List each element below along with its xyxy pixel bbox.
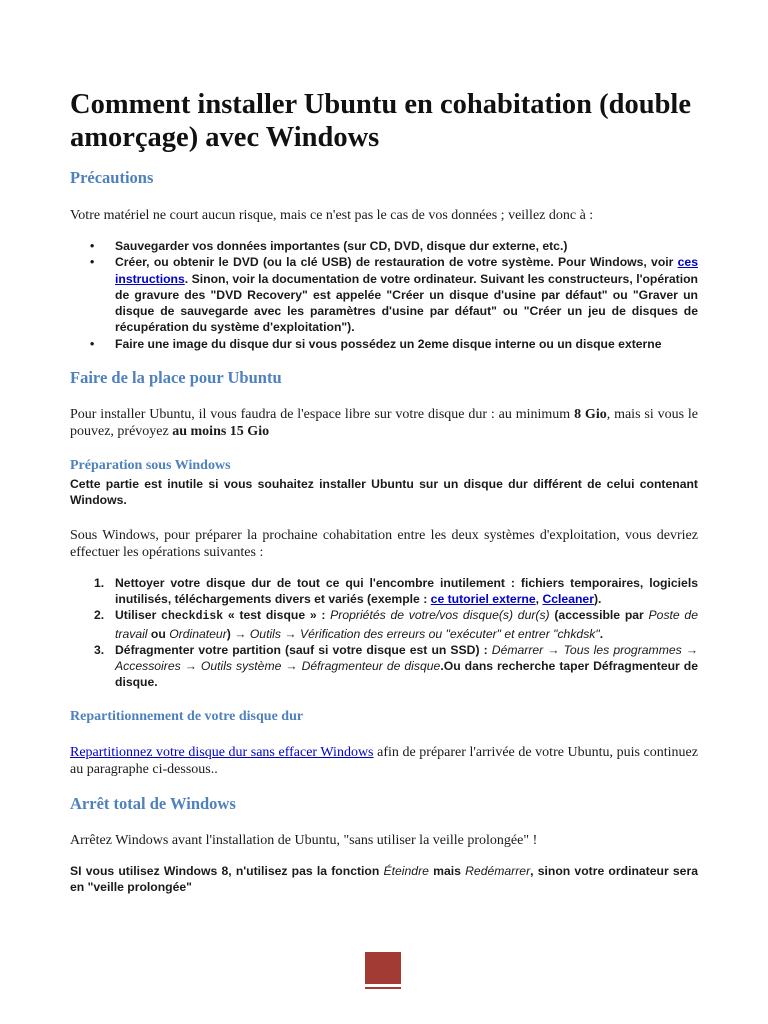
- heading-arret-total: Arrêt total de Windows: [70, 793, 236, 813]
- list-item: 2. Utiliser checkdisk « test disque » : Propriétés de votre/vos disque(s) dur(s) (accessible par Poste de travail ou Ordinateur) → Outils → Vérification des erreurs ou "exécuter" et entrer "chkdsk".: [94, 608, 698, 641]
- list-item: • Sauvegarder vos données importantes (sur CD, DVD, disque dur externe, etc.): [70, 238, 698, 254]
- document-page: [70, 88, 698, 895]
- arret-paragraph: Arrêtez Windows avant l'installation de Ubuntu, "sans utiliser la veille prolongée" !: [70, 832, 538, 848]
- precautions-list: [70, 238, 698, 352]
- heading-precautions: Précautions: [70, 168, 154, 187]
- link-tutoriel-externe[interactable]: ce tutoriel externe: [430, 591, 536, 606]
- preparation-note: Cette partie est inutile si vous souhaitez installer Ubuntu sur un disque dur différent de celui contenant Windows.: [70, 477, 698, 508]
- list-item: • Faire une image du disque dur si vous possédez un 2eme disque interne ou un disque externe: [70, 336, 698, 352]
- preparation-list: [70, 575, 698, 691]
- link-ccleaner[interactable]: Ccleaner: [542, 591, 594, 606]
- list-item: 1. Nettoyer votre disque dur de tout ce qui l'encombre inutilement : fichiers temporaires, logiciels inutilisés, téléchargements divers et variés (exemple : ce tutoriel externe, Ccleaner).: [94, 575, 698, 606]
- windows8-note: SI vous utilisez Windows 8, n'utilisez pas la fonction Éteindre mais Redémarrer, sinon votre ordinateur sera en "veille prolongée": [70, 863, 698, 895]
- heading-preparation: Préparation sous Windows: [70, 458, 231, 474]
- link-repartitionnez[interactable]: Repartitionnez votre disque dur sans effacer Windows: [70, 744, 374, 760]
- list-item: • Créer, ou obtenir le DVD (ou la clé USB) de restauration de votre système. Pour Windows, voir ces instructions. Sinon, voir la documentation de votre ordinateur. Suivant les constructeurs, l'opération de gravure des "DVD Recovery" est appelée "Créer un disque d'usine par défaut" ou "Graver un disque de sauvegarde avec les paramètres d'usine par défaut" ou "Créer un jeu de disques de récupération du système d'exploitation").: [70, 254, 698, 335]
- space-paragraph: Pour installer Ubuntu, il vous faudra de l'espace libre sur votre disque dur : au minimum 8 Gio, mais si vous le pouvez, prévoyez au moins 15 Gio: [70, 407, 698, 440]
- link-ces-instructions[interactable]: ces instructions: [115, 255, 698, 286]
- heading-repartitionnement: Repartitionnement de votre disque dur: [70, 708, 304, 724]
- list-item: 3. Défragmenter votre partition (sauf si votre disque est un SSD) : Démarrer → Tous les programmes → Accessoires → Outils système → Défragmenteur de disque.Ou dans recherche taper Défragmenteur de disque.: [94, 642, 699, 690]
- footer-page-marker: [365, 952, 401, 984]
- precautions-intro: Votre matériel ne court aucun risque, mais ce n'est pas le cas de vos données ; veillez donc à :: [70, 208, 594, 223]
- heading-faire-place: Faire de la place pour Ubuntu: [70, 368, 282, 388]
- repartition-paragraph: Repartitionnez votre disque dur sans effacer Windows afin de préparer l'arrivée de votre Ubuntu, puis continuez au paragraphe ci-dessous..: [70, 744, 698, 777]
- preparation-intro: Sous Windows, pour préparer la prochaine cohabitation entre les deux systèmes d'exploitation, vous devriez effectuer les opérations suivantes :: [70, 527, 698, 560]
- page-title: Comment installer Ubuntu en cohabitation (double amorçage) avec Windows: [70, 89, 692, 153]
- footer-divider: [365, 987, 401, 989]
